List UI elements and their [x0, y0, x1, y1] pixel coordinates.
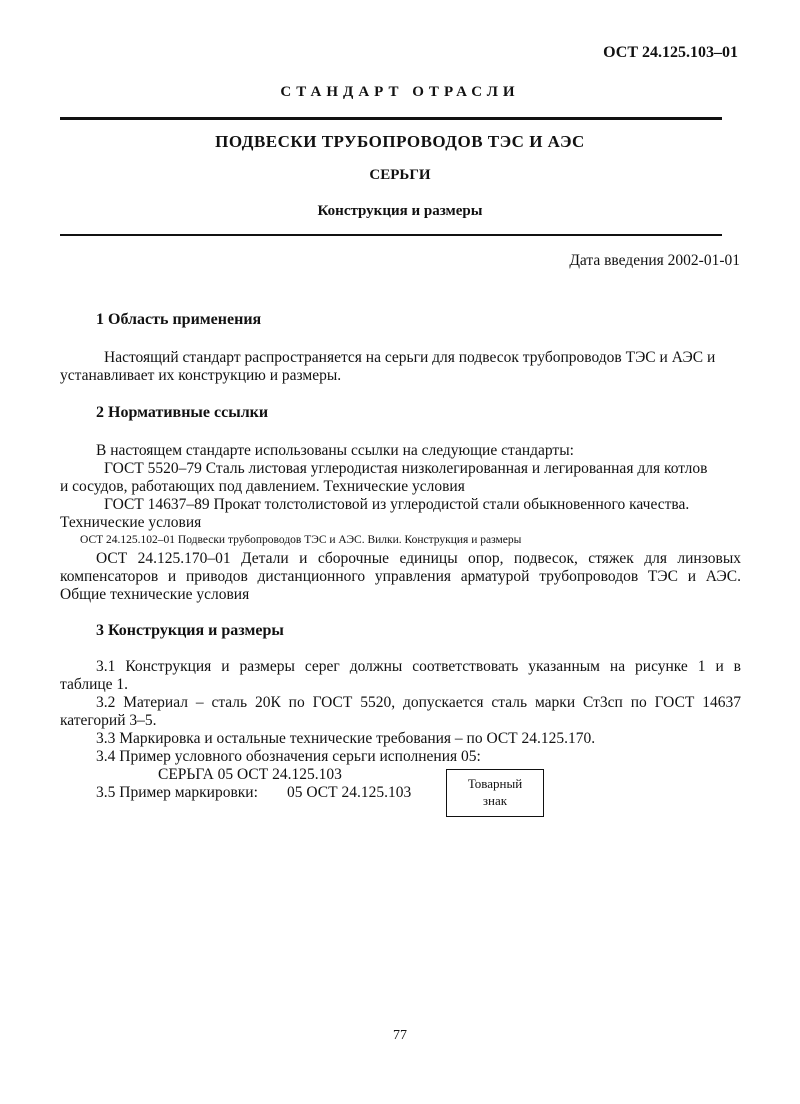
- designation-example: СЕРЬГА 05 ОСТ 24.125.103: [158, 766, 342, 783]
- bottom-rule: [60, 234, 722, 236]
- section-3-line: 3.3 Маркировка и остальные технические требования – по ОСТ 24.125.170.: [96, 730, 596, 747]
- section-1-line: Настоящий стандарт распространяется на серьги для подвесок трубопроводов ТЭС и АЭС и: [104, 349, 716, 366]
- section-3-line: категорий 3–5.: [60, 712, 157, 729]
- trademark-label-2: знак: [482, 793, 508, 808]
- section-2-heading: 2 Нормативные ссылки: [96, 404, 269, 421]
- section-2-line: ГОСТ 14637–89 Прокат толстолистовой из углеродистой стали обыкновенного качества.: [104, 496, 690, 513]
- section-3-line: таблице 1.: [60, 676, 129, 693]
- section-3-line: 3.1 Конструкция и размеры серег должны соответствовать указанным на рисунке 1 и в: [96, 658, 741, 675]
- document-subtitle: СЕРЬГИ: [369, 167, 431, 183]
- marking-example-label: 3.5 Пример маркировки:: [96, 784, 258, 801]
- section-2-line: ОСТ 24.125.102–01 Подвески трубопроводов ТЭС и АЭС. Вилки. Конструкция и размеры: [80, 534, 522, 546]
- section-2-line: ГОСТ 5520–79 Сталь листовая углеродистая низколегированная и легированная для котлов: [104, 460, 708, 477]
- trademark-box: [446, 769, 544, 817]
- trademark-label: Товарный: [467, 776, 523, 791]
- section-1-line: устанавливает их конструкцию и размеры.: [60, 367, 342, 384]
- section-2-line: ОСТ 24.125.170–01 Детали и сборочные единицы опор, подвесок, стяжек для линзовых: [96, 550, 741, 567]
- section-2-line: В настоящем стандарте использованы ссылки на следующие стандарты:: [96, 442, 574, 459]
- marking-example-value: 05 ОСТ 24.125.103: [287, 784, 412, 801]
- document-title: ПОДВЕСКИ ТРУБОПРОВОДОВ ТЭС И АЭС: [215, 132, 585, 151]
- top-rule: [60, 117, 722, 120]
- section-2-line: компенсаторов и приводов дистанционного управления арматурой трубопроводов ТЭС и АЭС.: [60, 568, 741, 585]
- document-code: ОСТ 24.125.103–01: [603, 44, 738, 61]
- section-3-line: 3.4 Пример условного обозначения серьги исполнения 05:: [96, 748, 481, 765]
- section-3-line: 3.2 Материал – сталь 20К по ГОСТ 5520, допускается сталь марки Ст3сп по ГОСТ 14637: [96, 694, 741, 711]
- section-2-line: Технические условия: [60, 514, 202, 531]
- document-subtitle-2: Конструкция и размеры: [317, 203, 483, 219]
- section-3-heading: 3 Конструкция и размеры: [96, 622, 284, 639]
- section-2-line: и сосудов, работающих под давлением. Технические условия: [60, 478, 465, 495]
- standard-type: СТАНДАРТ ОТРАСЛИ: [280, 84, 520, 100]
- page-number: 77: [393, 1028, 407, 1043]
- section-1-heading: 1 Область применения: [96, 311, 262, 328]
- section-2-line: Общие технические условия: [60, 586, 250, 603]
- introduction-date: Дата введения 2002-01-01: [569, 252, 740, 269]
